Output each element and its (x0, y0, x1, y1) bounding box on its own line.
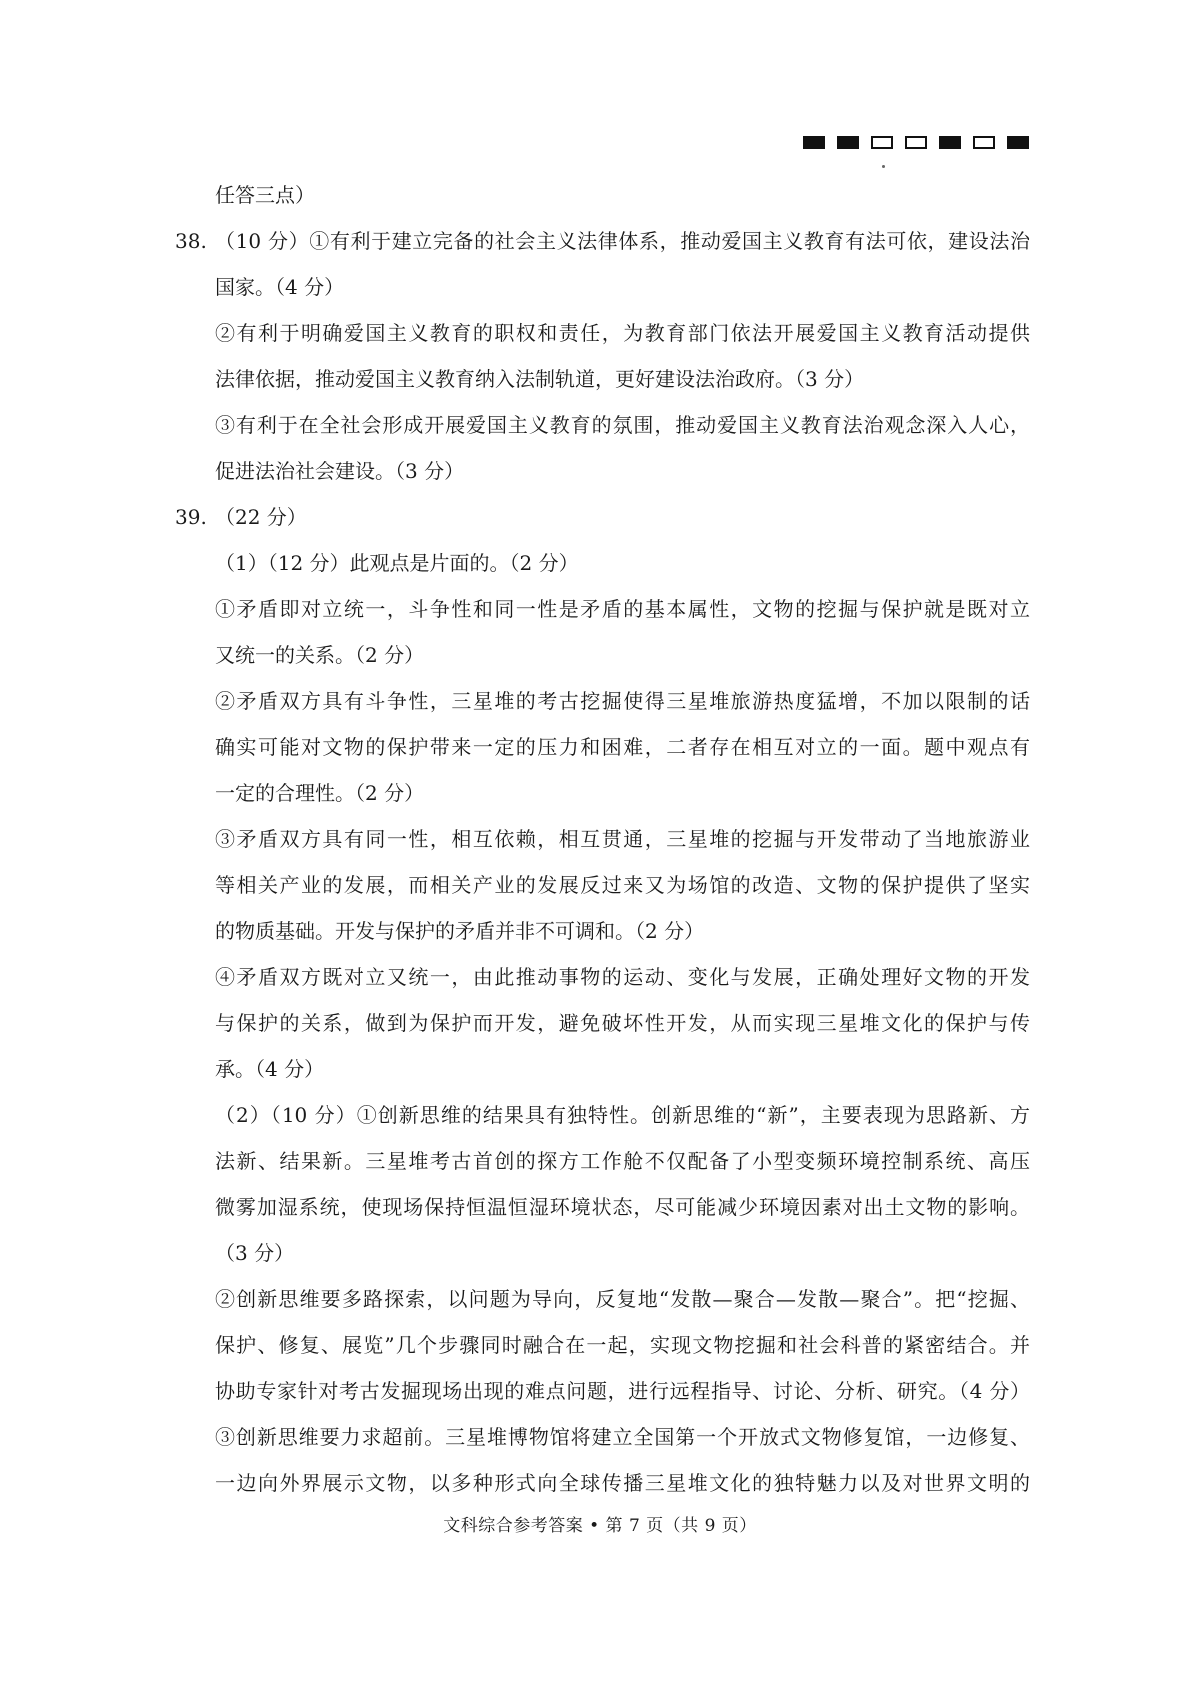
text-line (0, 678, 1200, 724)
text-line (0, 1230, 1200, 1276)
line-text: 承。（4 分） (215, 1057, 325, 1081)
text-line (0, 1138, 1200, 1184)
header-mark (837, 136, 859, 149)
text-line (0, 632, 1200, 678)
line-text: ③有利于在全社会形成开展爱国主义教育的氛围，推动爱国主义教育法治观念深入人心， (215, 413, 1030, 437)
text-line (0, 586, 1200, 632)
text-line (0, 1046, 1200, 1092)
line-text: 一定的合理性。（2 分） (215, 781, 425, 805)
line-text: 微雾加湿系统，使现场保持恒温恒湿环境状态，尽可能减少环境因素对出土文物的影响。 (215, 1195, 1030, 1219)
line-text: 法律依据，推动爱国主义教育纳入法制轨道，更好建设法治政府。（3 分） (215, 367, 865, 391)
line-text: ②矛盾双方具有斗争性，三星堆的考古挖掘使得三星堆旅游热度猛增，不加以限制的话 (215, 689, 1030, 713)
text-line (0, 1000, 1200, 1046)
line-text: （2）（10 分）①创新思维的结果具有独特性。创新思维的“新”，主要表现为思路新、方 (215, 1103, 1030, 1127)
answer-body (0, 172, 1200, 1506)
line-text: 协助专家针对考古发掘现场出现的难点问题，进行远程指导、讨论、分析、研究。（4 分） (215, 1379, 1030, 1403)
header-marks (803, 136, 1029, 149)
text-line (0, 1184, 1200, 1230)
text-line (0, 1368, 1200, 1414)
question-number: 39. (175, 505, 207, 529)
text-line (0, 724, 1200, 770)
line-text: 保护、修复、展览”几个步骤同时融合在一起，实现文物挖掘和社会科普的紧密结合。并 (215, 1333, 1030, 1357)
scan-dot (882, 165, 885, 168)
header-mark (1007, 136, 1029, 149)
text-line (0, 1460, 1200, 1506)
line-text: ③矛盾双方具有同一性，相互依赖，相互贯通，三星堆的挖掘与开发带动了当地旅游业 (215, 827, 1030, 851)
header-mark (939, 136, 961, 149)
text-line (0, 1414, 1200, 1460)
text-line (0, 494, 1200, 540)
text-line (0, 770, 1200, 816)
line-text: 一边向外界展示文物，以多种形式向全球传播三星堆文化的独特魅力以及对世界文明的 (215, 1471, 1030, 1495)
line-text: 的物质基础。开发与保护的矛盾并非不可调和。（2 分） (215, 919, 705, 943)
header-mark (973, 136, 995, 149)
line-text: ②创新思维要多路探索，以问题为导向，反复地“发散—聚合—发散—聚合”。把“挖掘、 (215, 1287, 1030, 1311)
text-line (0, 1092, 1200, 1138)
line-text: 国家。（4 分） (215, 275, 345, 299)
line-text: 与保护的关系，做到为保护而开发，避免破坏性开发，从而实现三星堆文化的保护与传 (215, 1011, 1030, 1035)
text-line (0, 954, 1200, 1000)
line-text: ④矛盾双方既对立又统一，由此推动事物的运动、变化与发展，正确处理好文物的开发 (215, 965, 1030, 989)
line-text: 法新、结果新。三星堆考古首创的探方工作舱不仅配备了小型变频环境控制系统、高压 (215, 1149, 1030, 1173)
line-text: 等相关产业的发展，而相关产业的发展反过来又为场馆的改造、文物的保护提供了坚实 (215, 873, 1030, 897)
line-text: （22 分） (215, 505, 307, 529)
line-text: 促进法治社会建设。（3 分） (215, 459, 465, 483)
line-text: 又统一的关系。（2 分） (215, 643, 425, 667)
text-line (0, 264, 1200, 310)
text-line (0, 402, 1200, 448)
line-text: 确实可能对文物的保护带来一定的压力和困难，二者存在相互对立的一面。题中观点有 (215, 735, 1030, 759)
question-number: 38. (175, 229, 207, 253)
text-line (0, 540, 1200, 586)
text-line (0, 448, 1200, 494)
header-mark (871, 136, 893, 149)
line-text: （3 分） (215, 1241, 295, 1265)
line-text: （1）（12 分）此观点是片面的。（2 分） (215, 551, 579, 575)
line-text: ②有利于明确爱国主义教育的职权和责任，为教育部门依法开展爱国主义教育活动提供 (215, 321, 1030, 345)
text-line (0, 816, 1200, 862)
text-line (0, 356, 1200, 402)
header-mark (803, 136, 825, 149)
header-mark (905, 136, 927, 149)
line-text: ③创新思维要力求超前。三星堆博物馆将建立全国第一个开放式文物修复馆，一边修复、 (215, 1425, 1030, 1449)
text-line (0, 172, 1200, 218)
line-text: （10 分）①有利于建立完备的社会主义法律体系，推动爱国主义教育有法可依，建设法治 (215, 229, 1030, 253)
text-line (0, 1322, 1200, 1368)
page-footer: 文科综合参考答案 • 第 7 页（共 9 页） (443, 1516, 757, 1536)
text-line (0, 862, 1200, 908)
line-text: ①矛盾即对立统一，斗争性和同一性是矛盾的基本属性，文物的挖掘与保护就是既对立 (215, 597, 1030, 621)
text-line (0, 908, 1200, 954)
line-text: 任答三点） (215, 183, 315, 207)
text-line (0, 218, 1200, 264)
text-line (0, 1276, 1200, 1322)
text-line (0, 310, 1200, 356)
